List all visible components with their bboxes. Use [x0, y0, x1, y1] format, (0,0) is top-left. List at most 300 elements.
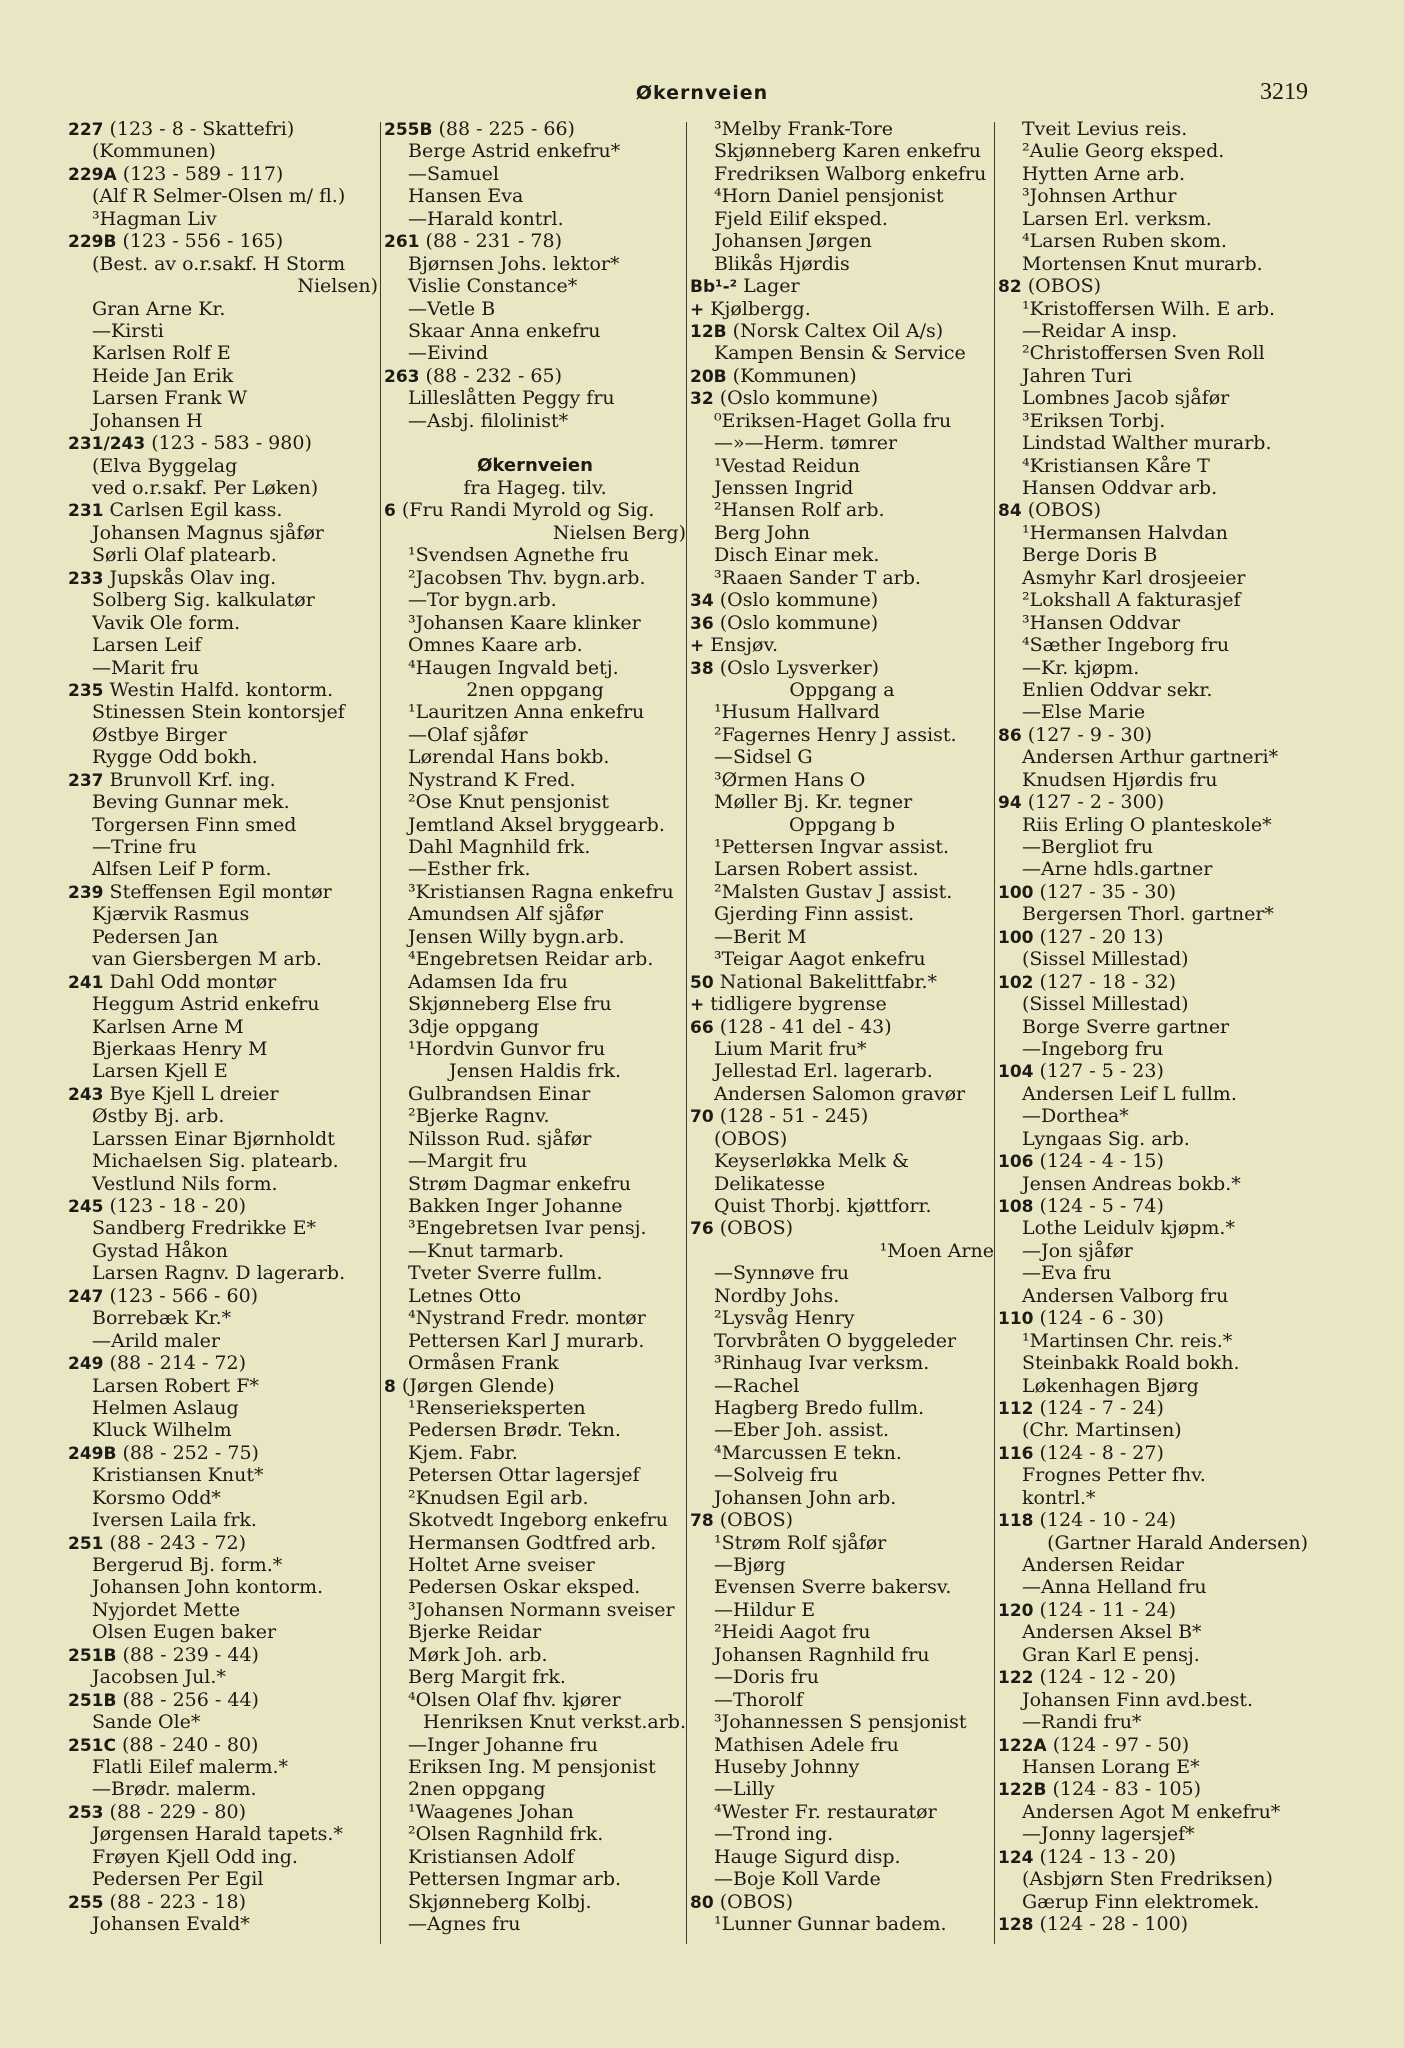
- house-number: 100: [998, 927, 1034, 948]
- resident-entry: [384, 253, 686, 275]
- resident-entry: [690, 791, 994, 813]
- entry-text: Skotvedt Ingeborg enkefru: [408, 1509, 669, 1532]
- house-number-entry: [68, 1644, 378, 1666]
- entry-text: Jørgensen Harald tapets.*: [92, 1823, 343, 1846]
- resident-entry: [998, 1487, 1308, 1509]
- entry-text: National Bakelittfabr.*: [719, 970, 938, 993]
- entry-text: —Kr. kjøpm.: [1022, 656, 1140, 679]
- house-number-entry: [68, 1352, 378, 1374]
- entry-text: —Margit fru: [408, 1150, 528, 1173]
- entry-text: Torgersen Finn smed: [92, 813, 297, 836]
- resident-entry: [690, 342, 994, 364]
- resident-entry: [384, 1487, 686, 1509]
- resident-entry: [68, 1419, 378, 1441]
- entry-text: (88 - 256 - 44): [122, 1688, 259, 1711]
- entry-text: (Asbjørn Sten Fredriksen): [1022, 1868, 1273, 1891]
- house-number-entry: [68, 1442, 378, 1464]
- entry-text: (124 - 8 - 27): [1039, 1441, 1164, 1464]
- resident-entry: [690, 1801, 994, 1823]
- entry-text: (124 - 7 - 24): [1039, 1396, 1164, 1419]
- entry-text: —Brødr. malerm.: [92, 1778, 257, 1801]
- resident-entry: [68, 1711, 378, 1733]
- entry-text: —Vetle B: [408, 297, 496, 320]
- entry-text: (124 - 5 - 74): [1039, 1195, 1164, 1217]
- entry-text: (OBOS): [719, 1509, 794, 1532]
- entry-text: Hytten Arne arb.: [1022, 162, 1186, 185]
- entry-text: Kristiansen Knut*: [92, 1464, 264, 1487]
- entry-text: Riis Erling O planteskole*: [1022, 813, 1272, 836]
- entry-text: Nystrand K Fred.: [408, 768, 576, 791]
- house-number: 118: [998, 1511, 1034, 1532]
- resident-entry: [384, 185, 686, 207]
- resident-entry: [384, 1734, 686, 1756]
- resident-entry: [998, 1689, 1308, 1711]
- resident-entry: [998, 858, 1308, 880]
- resident-entry: [384, 1846, 686, 1868]
- entry-text: Bjørnsen Johs. lektor*: [408, 252, 620, 275]
- resident-entry: [998, 1217, 1308, 1239]
- resident-entry: [68, 1240, 378, 1262]
- entry-text: Oppgang a: [789, 678, 895, 701]
- entry-text: ¹Martinsen Chr. reis.*: [1022, 1329, 1233, 1352]
- resident-entry: [690, 858, 994, 880]
- entry-text: Nielsen Berg): [552, 521, 686, 544]
- entry-text: Johansen John kontorm.: [92, 1576, 324, 1599]
- entry-text: Beving Gunnar mek.: [92, 791, 290, 814]
- house-number: 124: [998, 1847, 1034, 1868]
- resident-entry: [690, 1419, 994, 1441]
- entry-text: Larsen Leif: [92, 634, 202, 657]
- entry-text: Tveit Levius reis.: [1022, 118, 1188, 140]
- resident-entry: [384, 903, 686, 925]
- resident-entry: [690, 1262, 994, 1284]
- house-number-entry: [690, 320, 994, 342]
- column-divider: [380, 122, 381, 1944]
- entry-text: Skjønneberg Karen enkefru: [714, 140, 981, 163]
- resident-entry: [998, 746, 1308, 768]
- entry-text: Hansen Lorang E*: [1022, 1755, 1200, 1778]
- resident-entry: [68, 544, 378, 566]
- entry-text: ³Teigar Aagot enkefru: [714, 948, 926, 971]
- house-number: 102: [998, 972, 1034, 993]
- house-number: 50: [690, 972, 714, 993]
- entry-text: Dahl Odd montør: [109, 970, 277, 993]
- entry-text: ³Johansen Kaare klinker: [408, 611, 641, 634]
- resident-entry: [690, 1128, 994, 1150]
- resident-entry: [998, 342, 1308, 364]
- entry-text: Skaar Anna enkefru: [408, 319, 601, 342]
- entry-text: ¹Moen Arne: [879, 1239, 994, 1262]
- resident-entry: [998, 1532, 1308, 1554]
- resident-entry: [690, 1913, 994, 1935]
- house-number: 112: [998, 1398, 1034, 1419]
- house-number-entry: [384, 499, 686, 521]
- resident-entry: [384, 791, 686, 813]
- resident-entry: [998, 140, 1308, 162]
- house-number: 227: [68, 120, 104, 140]
- resident-entry: [384, 1644, 686, 1666]
- entry-text: —Bjørg: [714, 1554, 786, 1576]
- resident-entry: [998, 1801, 1308, 1823]
- entry-text: Evensen Sverre bakersv.: [714, 1576, 952, 1599]
- entry-text: Sandberg Fredrikke E*: [92, 1217, 316, 1240]
- house-number-entry: [690, 1509, 994, 1531]
- house-number: 116: [998, 1443, 1034, 1464]
- entry-text: Johansen H: [92, 409, 203, 432]
- house-number-entry: [690, 657, 994, 679]
- resident-entry: [690, 1060, 994, 1082]
- entry-text: tidligere bygrense: [710, 993, 887, 1016]
- entry-text: ²Heidi Aagot fru: [714, 1621, 871, 1644]
- entry-text: (128 - 41 del - 43): [719, 1015, 892, 1038]
- entry-text: ³Johannessen S pensjonist: [714, 1711, 967, 1734]
- resident-entry: [690, 1621, 994, 1643]
- resident-entry: [998, 679, 1308, 701]
- house-number: +: [690, 299, 705, 320]
- entry-text: ²Jacobsen Thv. bygn.arb.: [408, 566, 646, 589]
- entry-text: Kluck Wilhelm: [92, 1419, 232, 1442]
- section-heading: [384, 455, 686, 477]
- entry-text: —Arild maler: [92, 1329, 220, 1352]
- house-number-entry: [998, 1846, 1308, 1868]
- house-number: 122B: [998, 1780, 1047, 1801]
- house-number-entry: [68, 499, 378, 521]
- resident-entry: [998, 836, 1308, 858]
- house-number-entry: [998, 1666, 1308, 1688]
- entry-text: (OBOS): [1027, 275, 1102, 298]
- house-number: 106: [998, 1152, 1034, 1173]
- entry-text: —Knut tarmarb.: [408, 1239, 565, 1262]
- resident-entry: [690, 1173, 994, 1195]
- entry-text: —Solveig fru: [714, 1464, 839, 1487]
- house-number: 36: [690, 613, 714, 634]
- entry-text: Lombnes Jacob sjåfør: [1022, 387, 1230, 410]
- entry-text: Nielsen): [297, 275, 378, 298]
- resident-entry: [384, 1262, 686, 1284]
- house-number: 38: [690, 658, 714, 679]
- entry-text: Lothe Leidulv kjøpm.*: [1022, 1217, 1235, 1240]
- entry-text: Olsen Eugen baker: [92, 1621, 277, 1644]
- entry-text: —Boje Koll Varde: [714, 1868, 881, 1891]
- house-number-entry: [998, 275, 1308, 297]
- resident-entry: [384, 477, 686, 499]
- entry-text: (88 - 232 - 65): [425, 364, 562, 387]
- resident-entry: [998, 1128, 1308, 1150]
- entry-text: Pettersen Karl J murarb.: [408, 1329, 645, 1352]
- resident-entry: [998, 410, 1308, 432]
- resident-entry: [68, 993, 378, 1015]
- house-number: 12B: [690, 321, 727, 342]
- entry-text: Johansen Jørgen: [714, 230, 872, 253]
- entry-text: Larsen Robert assist.: [714, 858, 919, 881]
- entry-text: fra Hageg. tilv.: [463, 477, 607, 499]
- house-number-entry: [68, 1532, 378, 1554]
- resident-entry: [68, 612, 378, 634]
- resident-entry: [68, 948, 378, 970]
- entry-text: Bye Kjell L dreier: [109, 1082, 279, 1105]
- entry-text: ²Christoffersen Sven Roll: [1022, 342, 1265, 365]
- entry-text: —Inger Johanne fru: [408, 1733, 598, 1756]
- resident-entry: [690, 140, 994, 162]
- entry-text: —Bergliot fru: [1022, 836, 1154, 858]
- house-number: 76: [690, 1219, 714, 1240]
- resident-entry: [384, 1150, 686, 1172]
- entry-text: (124 - 4 - 15): [1039, 1150, 1164, 1173]
- resident-entry: [384, 1554, 686, 1576]
- house-number-entry: [384, 365, 686, 387]
- entry-text: ³Raaen Sander T arb.: [714, 566, 921, 589]
- entry-text: ²Hansen Rolf arb.: [714, 499, 885, 522]
- resident-entry: [998, 589, 1308, 611]
- entry-text: Pedersen Oskar eksped.: [408, 1576, 641, 1599]
- resident-entry: [68, 657, 378, 679]
- house-number-entry: [68, 1689, 378, 1711]
- house-number-entry: [690, 387, 994, 409]
- house-number: 20B: [690, 366, 727, 387]
- house-number-entry: [998, 1778, 1308, 1800]
- resident-entry: [998, 769, 1308, 791]
- entry-text: Helmen Aslaug: [92, 1396, 239, 1419]
- house-number-entry: [998, 1509, 1308, 1531]
- entry-text: (124 - 10 - 24): [1039, 1509, 1176, 1532]
- entry-text: Johansen Ragnhild fru: [714, 1643, 930, 1666]
- entry-text: Østbye Birger: [92, 723, 227, 746]
- entry-text: ¹Hermansen Halvdan: [1022, 521, 1228, 544]
- resident-entry: [384, 1666, 686, 1688]
- resident-entry: [384, 298, 686, 320]
- entry-text: Hagberg Bredo fullm.: [714, 1396, 925, 1419]
- resident-entry: [998, 903, 1308, 925]
- entry-text: Mathisen Adele fru: [714, 1733, 899, 1756]
- entry-text: Møller Bj. Kr. tegner: [714, 791, 913, 814]
- entry-text: Holtet Arne sveiser: [408, 1554, 595, 1576]
- entry-text: Heggum Astrid enkefru: [92, 993, 320, 1016]
- resident-entry: [998, 1105, 1308, 1127]
- resident-entry: [384, 746, 686, 768]
- resident-entry: [690, 1756, 994, 1778]
- resident-entry: [68, 1262, 378, 1284]
- house-number-entry: [68, 679, 378, 701]
- resident-entry: [690, 1038, 994, 1060]
- entry-text: (Oslo kommune): [719, 611, 879, 634]
- entry-text: Knudsen Hjørdis fru: [1022, 768, 1218, 791]
- entry-text: —Eber Joh. assist.: [714, 1419, 890, 1442]
- entry-text: Tveter Sverre fullm.: [408, 1262, 603, 1285]
- resident-entry: [384, 679, 686, 701]
- entry-text: Hauge Sigurd disp.: [714, 1845, 901, 1868]
- entry-text: Skjønneberg Kolbj.: [408, 1890, 592, 1913]
- entry-text: Pedersen Per Egil: [92, 1868, 264, 1891]
- entry-text: (Jørgen Glende): [401, 1374, 555, 1397]
- entry-text: (127 - 5 - 23): [1039, 1060, 1164, 1083]
- resident-entry: [998, 701, 1308, 723]
- resident-entry: [998, 477, 1308, 499]
- resident-entry: [384, 1240, 686, 1262]
- entry-text: —Eivind: [408, 342, 489, 365]
- entry-text: ⁴Haugen Ingvald betj.: [408, 656, 619, 679]
- entry-text: Mørk Joh. arb.: [408, 1643, 548, 1666]
- resident-entry: [384, 993, 686, 1015]
- house-number-entry: [998, 499, 1308, 521]
- resident-entry: [68, 1307, 378, 1329]
- house-number: 247: [68, 1286, 104, 1307]
- resident-entry: [998, 185, 1308, 207]
- entry-text: (124 - 12 - 20): [1039, 1666, 1176, 1689]
- resident-entry: [690, 948, 994, 970]
- entry-text: (Alf R Selmer-Olsen m/ fl.): [92, 185, 346, 208]
- entry-text: Amundsen Alf sjåfør: [408, 903, 604, 926]
- entry-text: (Fru Randi Myrold og Sig.: [401, 499, 655, 522]
- entry-text: Jacobsen Jul.*: [92, 1666, 226, 1689]
- resident-entry: [690, 499, 994, 521]
- house-number-entry: [68, 1734, 378, 1756]
- entry-text: Dahl Magnhild frk.: [408, 836, 591, 858]
- resident-entry: [998, 118, 1308, 140]
- resident-entry: [384, 634, 686, 656]
- resident-entry: [690, 814, 994, 836]
- house-number-entry: [998, 926, 1308, 948]
- resident-entry: [384, 836, 686, 858]
- entry-text: Berge Doris B: [1022, 544, 1158, 567]
- entry-text: Andersen Reidar: [1022, 1554, 1184, 1576]
- entry-text: Skjønneberg Else fru: [408, 993, 612, 1016]
- entry-text: ⁴Horn Daniel pensjonist: [714, 185, 944, 208]
- resident-entry: [690, 903, 994, 925]
- entry-text: Larsen Kjell E: [92, 1060, 228, 1083]
- resident-entry: [384, 1509, 686, 1531]
- entry-text: Bjerke Reidar: [408, 1621, 542, 1644]
- entry-text: (124 - 11 - 24): [1039, 1598, 1176, 1621]
- house-number-entry: [690, 365, 994, 387]
- entry-text: Omnes Kaare arb.: [408, 634, 583, 657]
- resident-entry: [998, 1285, 1308, 1307]
- entry-text: ¹Lauritzen Anna enkefru: [408, 701, 645, 724]
- entry-text: ³Melby Frank-Tore: [714, 118, 894, 140]
- resident-entry: [384, 589, 686, 611]
- resident-entry: [68, 1554, 378, 1576]
- entry-text: Andersen Aksel B*: [1022, 1621, 1202, 1644]
- resident-entry: [384, 701, 686, 723]
- entry-text: Bjerkaas Henry M: [92, 1037, 268, 1060]
- resident-entry: [68, 1397, 378, 1419]
- house-number-entry: [998, 1599, 1308, 1621]
- resident-entry: [690, 118, 994, 140]
- house-number-entry: [68, 881, 378, 903]
- entry-text: Larsen Erl. verksm.: [1022, 207, 1212, 230]
- resident-entry: [384, 567, 686, 589]
- resident-entry: [998, 1419, 1308, 1441]
- resident-entry: [384, 1217, 686, 1239]
- house-number-entry: [998, 971, 1308, 993]
- entry-text: Andersen Arthur gartneri*: [1022, 746, 1279, 769]
- resident-entry: [384, 544, 686, 566]
- entry-text: ¹Lunner Gunnar badem.: [714, 1913, 947, 1935]
- entry-text: ⁴Engebretsen Reidar arb.: [408, 948, 654, 971]
- entry-text: Stinessen Stein kontorsjef: [92, 701, 345, 724]
- house-number-entry: [690, 1217, 994, 1239]
- resident-entry: [384, 971, 686, 993]
- entry-text: Gulbrandsen Einar: [408, 1082, 591, 1105]
- resident-entry: [998, 1173, 1308, 1195]
- resident-entry: [384, 140, 686, 162]
- resident-entry: [68, 1150, 378, 1172]
- house-number: 241: [68, 972, 104, 993]
- house-number: 251B: [68, 1690, 117, 1711]
- resident-entry: [690, 253, 994, 275]
- house-number: 235: [68, 680, 104, 701]
- resident-entry: [384, 410, 686, 432]
- entry-text: ²Malsten Gustav J assist.: [714, 880, 953, 903]
- entry-text: Sørli Olaf platearb.: [92, 544, 277, 567]
- resident-entry: [68, 791, 378, 813]
- entry-text: (OBOS): [714, 1127, 788, 1150]
- entry-text: Lyngaas Sig. arb.: [1022, 1127, 1190, 1150]
- entry-text: Fredriksen Walborg enkefru: [714, 162, 987, 185]
- resident-entry: [690, 544, 994, 566]
- resident-entry: [68, 1464, 378, 1486]
- resident-entry: [690, 1846, 994, 1868]
- resident-entry: [690, 185, 994, 207]
- resident-entry: [384, 1038, 686, 1060]
- entry-text: —Dorthea*: [1022, 1105, 1129, 1128]
- entry-text: Andersen Valborg fru: [1022, 1284, 1229, 1307]
- entry-text: Jellestad Erl. lagerarb.: [714, 1060, 933, 1083]
- entry-text: 3dje oppgang: [408, 1015, 540, 1038]
- entry-text: Torvbråten O byggeleder: [714, 1329, 957, 1352]
- house-number: 229A: [68, 164, 117, 185]
- resident-entry: [68, 387, 378, 409]
- entry-text: —Jon sjåfør: [1022, 1239, 1133, 1262]
- house-number: 251C: [68, 1735, 116, 1756]
- entry-text: (88 - 239 - 44): [122, 1643, 259, 1666]
- entry-text: Kampen Bensin & Service: [714, 342, 966, 365]
- entry-text: Rygge Odd bokh.: [92, 746, 258, 769]
- resident-entry: [998, 814, 1308, 836]
- resident-entry: [68, 926, 378, 948]
- entry-text: ³Ørmen Hans O: [714, 768, 866, 791]
- entry-text: (Best. av o.r.sakf. H Storm: [92, 252, 346, 275]
- entry-text: (88 - 243 - 72): [109, 1531, 246, 1554]
- entry-text: Petersen Ottar lagersjef: [408, 1464, 640, 1487]
- entry-text: (124 - 97 - 50): [1052, 1733, 1190, 1756]
- entry-text: (124 - 28 - 100): [1039, 1913, 1189, 1935]
- resident-entry: [998, 1576, 1308, 1598]
- resident-entry: [384, 1913, 686, 1935]
- entry-text: —Rachel: [714, 1374, 800, 1397]
- entry-text: ¹Svendsen Agnethe fru: [408, 544, 630, 567]
- resident-entry: [384, 208, 686, 230]
- entry-text: (Elva Byggelag: [92, 454, 238, 477]
- entry-text: Lager: [743, 275, 800, 298]
- entry-text: Pedersen Jan: [92, 925, 219, 948]
- entry-text: ¹Hordvin Gunvor fru: [408, 1037, 606, 1060]
- house-number-entry: [998, 1734, 1308, 1756]
- entry-text: (Chr. Martinsen): [1022, 1419, 1182, 1442]
- entry-text: Hansen Eva: [408, 185, 524, 208]
- resident-entry: [690, 1352, 994, 1374]
- entry-text: ³Johnsen Arthur: [1022, 185, 1177, 208]
- entry-text: Frognes Petter fhv.: [1022, 1464, 1206, 1487]
- entry-text: Strøm Dagmar enkefru: [408, 1172, 632, 1195]
- entry-text: (88 - 214 - 72): [109, 1352, 246, 1375]
- house-number-entry: [690, 993, 994, 1015]
- resident-entry: [690, 1689, 994, 1711]
- resident-entry: [384, 163, 686, 185]
- resident-entry: [690, 1823, 994, 1845]
- entry-text: —Esther frk.: [408, 858, 531, 881]
- resident-entry: [690, 432, 994, 454]
- house-number: 233: [68, 568, 104, 589]
